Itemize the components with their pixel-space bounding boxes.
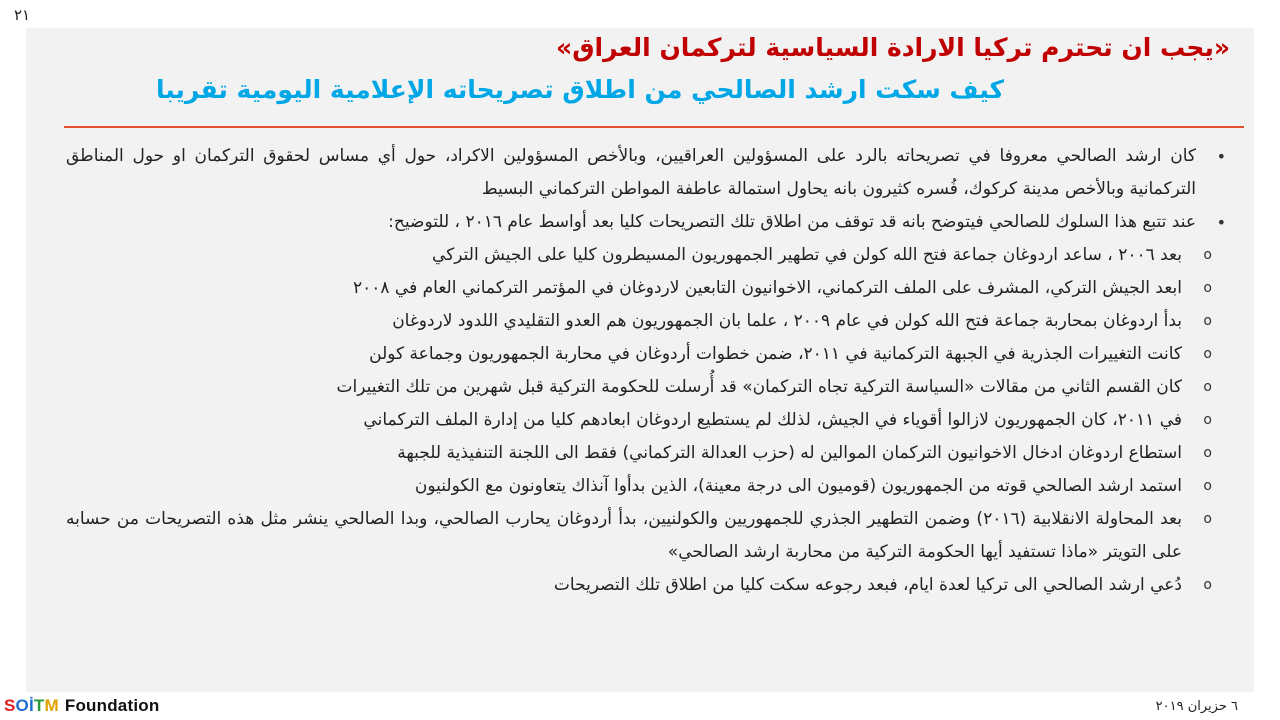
- title-divider: [64, 126, 1244, 128]
- slide-subtitle: كيف سكت ارشد الصالحي من اطلاق تصريحاته الإعلامية اليومية تقريبا: [155, 75, 1005, 104]
- slide-content: [66, 140, 1234, 602]
- sub-item-text: في ٢٠١١، كان الجمهوريون لازالوا أقوياء في الجيش، لذلك لم يستطيع اردوغان ابعادهم كليا من إدارة الملف التركماني: [363, 410, 1182, 430]
- bullet-item: [66, 206, 1234, 239]
- sub-list-item: [66, 470, 1234, 503]
- sub-bullet-marker: o: [1203, 313, 1212, 329]
- sub-list-item: [66, 569, 1234, 602]
- sub-bullet-marker: o: [1203, 511, 1212, 527]
- bullet-marker: •: [1216, 213, 1226, 232]
- slide-title: «يجب ان تحترم تركيا الارادة السياسية لتركمان العراق»: [556, 33, 1230, 62]
- sub-item-text: بعد المحاولة الانقلابية (٢٠١٦) وضمن التطهير الجذري للجمهوريين والكولنيين، بدأ أردوغان يحارب الصالحي، وبدا الصالحي ينشر مثل هذه التصريحات من حسابه على التويتر «ماذا تستفيد أيها الحكومة التركية من محاربة ارشد الصالحي»: [66, 509, 1182, 562]
- sub-item-text: استمد ارشد الصالحي قوته من الجمهوريون (قوميون الى درجة معينة)، الذين بدأوا آنذاك يتعاونون مع الكولنيون: [414, 476, 1182, 496]
- sub-item-text: بدأ اردوغان بمحاربة جماعة فتح الله كولن في عام ٢٠٠٩ ، علما بان الجمهوريون هم العدو التقليدي اللدود لاردوغان: [392, 311, 1182, 331]
- sub-bullet-marker: o: [1203, 445, 1212, 461]
- slide-date: ٦ حزيران ٢٠١٩: [1155, 699, 1238, 714]
- sub-bullet-marker: o: [1203, 247, 1212, 263]
- bullet-item: [66, 140, 1234, 206]
- sub-item-text: بعد ٢٠٠٦ ، ساعد اردوغان جماعة فتح الله كولن في تطهير الجمهوريون المسيطرون كليا على الجيش التركي: [432, 245, 1182, 265]
- page-number: ٢١: [14, 6, 31, 24]
- sub-list-item: [66, 404, 1234, 437]
- sub-item-text: ابعد الجيش التركي، المشرف على الملف التركماني، الاخوانيون التابعين لاردوغان في المؤتمر التركماني العام في ٢٠٠٨: [353, 278, 1182, 298]
- bullet-text: عند تتبع هذا السلوك للصالحي فيتوضح بانه قد توقف من اطلاق تلك التصريحات كليا بعد أواسط عام ٢٠١٦ ، للتوضيح:: [388, 212, 1196, 232]
- sub-item-text: دُعي ارشد الصالحي الى تركيا لعدة ايام، فبعد رجوعه سكت كليا من اطلاق تلك التصريحات: [553, 575, 1182, 595]
- slide-panel: [26, 28, 1254, 692]
- sub-bullet-marker: o: [1203, 346, 1212, 362]
- sub-list-item: [66, 338, 1234, 371]
- sub-item-text: كان القسم الثاني من مقالات «السياسة التركية تجاه التركمان» قد أُرسلت للحكومة التركية قبل شهرين من تلك التغييرات: [336, 377, 1182, 397]
- sub-list-item: [66, 305, 1234, 338]
- sub-bullet-marker: o: [1203, 379, 1212, 395]
- sub-item-text: كانت التغييرات الجذرية في الجبهة التركمانية في ٢٠١١، ضمن خطوات أردوغان في محاربة الجمهوريون وجماعة كولن: [369, 344, 1182, 364]
- sub-bullet-marker: o: [1203, 412, 1212, 428]
- sub-list-item: [66, 371, 1234, 404]
- sub-bullet-marker: o: [1203, 280, 1212, 296]
- sub-list-item: [66, 272, 1234, 305]
- soitm-foundation-logo: SOİTM Foundation: [4, 696, 160, 715]
- bullet-text: كان ارشد الصالحي معروفا في تصريحاته بالرد على المسؤولين العراقيين، وبالأخص المسؤولين الاكراد، حول أي مساس لحقوق التركمان او حول المناطق التركمانية وبالأخص مدينة كركوك، فُسره كثيرون بانه يحاول استمالة عاطفة المواطن التركماني البسيط: [66, 146, 1196, 199]
- sub-item-text: استطاع اردوغان ادخال الاخوانيون التركمان الموالين له (حزب العدالة التركماني) فقط الى اللجنة التنفيذية للجبهة: [397, 443, 1182, 463]
- sub-list-item: [66, 503, 1234, 569]
- sub-list-item: [66, 239, 1234, 272]
- sub-bullet-marker: o: [1203, 577, 1212, 593]
- sub-bullet-marker: o: [1203, 478, 1212, 494]
- bullet-marker: •: [1216, 147, 1226, 166]
- sub-list-item: [66, 437, 1234, 470]
